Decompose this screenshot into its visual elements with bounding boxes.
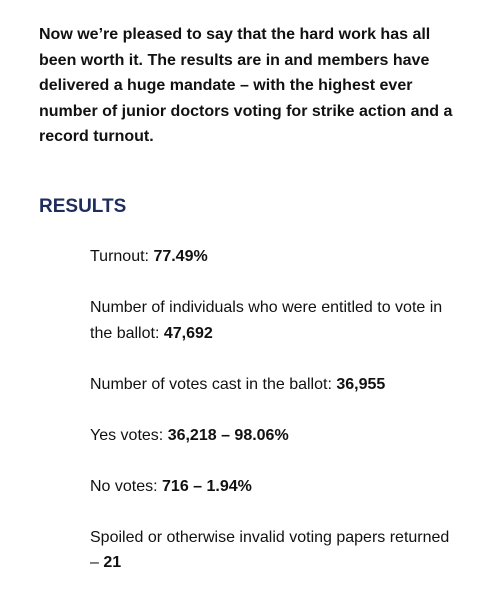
result-item-yes-votes bbox=[90, 423, 460, 449]
intro-paragraph: Now we’re pleased to say that the hard work has all been worth it. The results are in and members have delivered a huge mandate – with the highest ever number of junior doctors voting for strike action and a record turnout. bbox=[39, 26, 453, 145]
result-label: Spoiled or otherwise invalid voting papers returned – bbox=[90, 528, 450, 571]
results-heading: RESULTS bbox=[39, 196, 127, 217]
result-item-entitled-voters bbox=[90, 295, 460, 346]
result-label: Yes votes: bbox=[90, 426, 168, 444]
result-value: 36,218 – 98.06% bbox=[167, 426, 289, 444]
result-item-no-votes bbox=[90, 474, 460, 500]
result-item-turnout bbox=[90, 244, 460, 270]
result-label: Turnout: bbox=[90, 248, 154, 265]
result-label: Number of individuals who were entitled to vote in the ballot: bbox=[90, 299, 443, 342]
result-value: 36,955 bbox=[336, 375, 386, 393]
result-value: 77.49% bbox=[153, 248, 208, 265]
results-list bbox=[90, 244, 460, 601]
result-item-votes-cast bbox=[90, 372, 460, 398]
result-value: 21 bbox=[103, 554, 122, 571]
result-label: Number of votes cast in the ballot: bbox=[90, 375, 337, 393]
result-item-spoiled-papers bbox=[90, 525, 460, 576]
result-value: 716 – 1.94% bbox=[162, 477, 252, 495]
result-value: 47,692 bbox=[163, 324, 213, 342]
result-label: No votes: bbox=[90, 477, 163, 495]
